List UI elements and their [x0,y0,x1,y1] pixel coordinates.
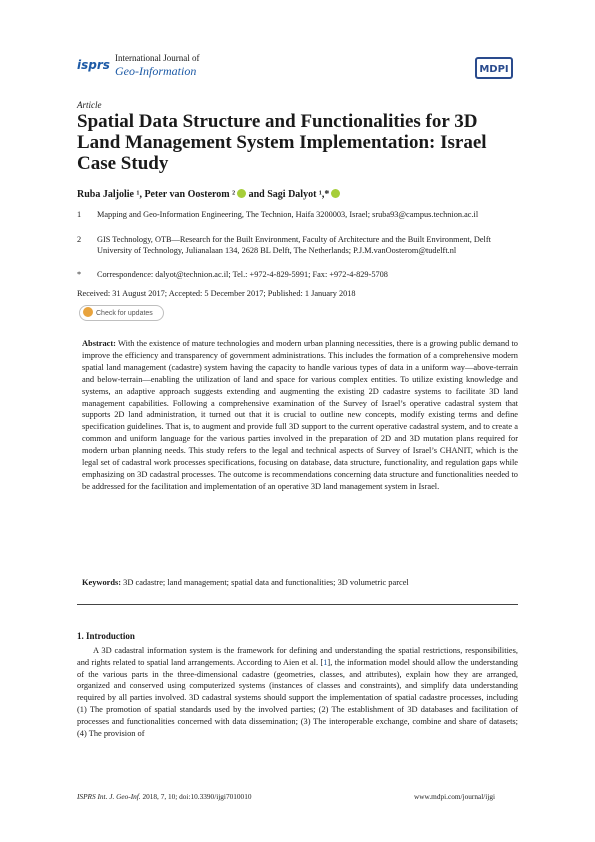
paragraph-text-start: A 3D cadastral information system is the framework for defining and understanding the spatial restrictions, responsibilities, and rights related to spatial land arrangements. According to Aien et al. [ [77,646,518,667]
affiliation-number: * [77,270,82,279]
journal-line1: International Journal of [115,53,200,63]
section-divider [77,604,518,605]
keywords-text: 3D cadastre; land management; spatial data and functionalities; 3D volumetric parcel [123,578,409,587]
keywords [82,578,518,587]
journal-name [115,53,199,78]
citation-link[interactable]: 1 [323,657,328,667]
section-heading: 1. Introduction [77,631,135,641]
check-updates-icon [83,307,93,317]
introduction-paragraph [77,645,518,739]
footer-journal: ISPRS Int. J. Geo-Inf. [77,792,141,801]
author-3[interactable]: and Sagi Dalyot ¹,* [246,189,330,200]
abstract-label: Abstract: [82,339,116,348]
article-type: Article [77,100,102,110]
footer-citation [77,792,252,801]
paper-title: Spatial Data Structure and Functionalities for 3D Land Management System Implementation: Israel Case Study [77,111,487,174]
author-1[interactable]: Ruba Jaljolie ¹, [77,189,145,200]
paragraph-text-end: ], the information model should allow the understanding of the various parts in the three-dimensional cadastre (geometries, classes, and attributes), explain how they are arranged, organized and conserved using computerized systems (instances of classes and constraints), and simplify data understanding required by all parties involved. 3D cadastral systems should support the implementation of spatial cadastre processes, including (1) The promotion of spatial standards used by the involved parties; (2) The establishment of 3D databases and facilitation of processes and functionalities concerned with data dissemination; (3) The interoperable exchange, combine and share of datasets; (4) The provision of [77,657,518,738]
abstract [82,338,518,493]
mdpi-logo: MDPI [475,57,513,79]
orcid-icon[interactable] [237,189,246,198]
journal-line2: Geo-Information [115,64,197,78]
affiliation-number: 1 [77,210,82,219]
footer-url[interactable]: www.mdpi.com/journal/ijgi [414,792,495,801]
publication-dates: Received: 31 August 2017; Accepted: 5 December 2017; Published: 1 January 2018 [77,289,356,298]
keywords-label: Keywords: [82,578,122,587]
footer-doi: 2018, 7, 10; doi:10.3390/ijgi7010010 [140,792,252,801]
abstract-text: With the existence of mature technologies and modern urban planning necessities, there is a growing public demand to improve the efficiency and transparency of government administrations. This includes the formation of a comprehensive modern spatial land management (cadastre) system having the capacity to handle various types of data in a uniform way—above-terrain and below-terrain—enabling the utilization of land and space for various complex entities. To utilize existing knowledge and systems, an adaptive approach suggests extending and augmenting the existing 2D cadastre systems to facilitate 3D land management capabilities. Following a comprehensive examination of the Survey of Israel’s operative cadastral system that supports 2D land administration, it turned out that it is crucial to outline new concepts, modify existing terms and define specification guidelines. That is, to augment and provide full 3D support to the current operative cadastral system, and to create a common and uniform language for the various parties involved in the preparation of 2D and 3D mutation plans required for modern urban planning needs. This study refers to the legal and technical aspects of Survey of Israel’s CHANIT, which is the legal set of cadastral work processes specifications, focusing on database, data structure, functionality, and regulation gaps while emphasizing on 3D cadastral processes. The outcome is recommendations concerning data structure and functionalities needed to be addressed for the facilitation and implementation of an operative 3D land management system in Israel. [82,339,518,491]
author-list [77,189,340,200]
author-2[interactable]: Peter van Oosterom ² [144,189,236,200]
check-updates-label: Check for updates [96,310,153,317]
affiliation-text: GIS Technology, OTB—Research for the Built Environment, Faculty of Architecture and the Built Environment, Delft University of Technology, Julianalaan 134, 2628 BL Delft, The Netherlands; P.J.M.vanOosterom@tudelft.nl [97,235,491,255]
affiliation-number: 2 [77,235,82,244]
affiliation-text: Mapping and Geo-Information Engineering, The Technion, Haifa 3200003, Israel; sruba93@campus.technion.ac.il [97,210,479,219]
check-updates-button[interactable] [79,305,164,321]
affiliation-text: Correspondence: dalyot@technion.ac.il; Tel.: +972-4-829-5991; Fax: +972-4-829-5708 [97,270,388,279]
orcid-icon[interactable] [331,189,340,198]
isprs-logo: isprs [77,58,110,72]
